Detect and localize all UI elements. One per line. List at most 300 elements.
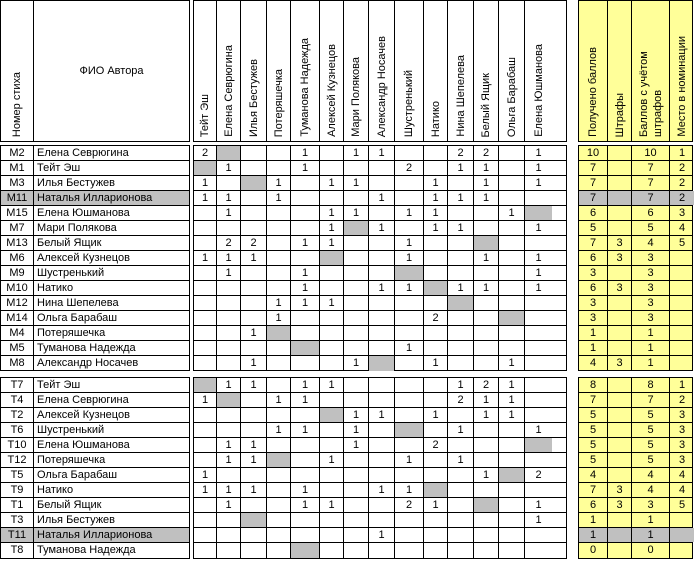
vote-cell: 1 <box>369 221 395 235</box>
author-name: Нина Шепелева <box>37 297 119 309</box>
poem-code: M3 <box>1 176 34 190</box>
result-row <box>579 251 692 266</box>
vote-cell <box>395 468 424 482</box>
vote-cell <box>320 311 344 325</box>
result-cell: 3 <box>632 498 670 512</box>
vote-cell: 1 <box>499 206 525 220</box>
vote-cell: 1 <box>267 393 291 407</box>
vote-cell <box>525 543 552 558</box>
vote-cell <box>344 498 369 512</box>
vote-cell <box>267 266 291 280</box>
poem-code: M2 <box>1 146 34 160</box>
result-cell: 2 <box>678 162 686 174</box>
poem-code: M9 <box>1 266 34 280</box>
vote-cell <box>448 483 474 497</box>
vote-cell: 2 <box>448 146 474 160</box>
result-cell: 10 <box>579 146 608 160</box>
result-header-label: Место в номинации <box>676 36 688 137</box>
result-row <box>579 468 692 483</box>
judge-header-cell <box>499 1 525 141</box>
vote-cell: 1 <box>320 453 344 467</box>
vote-cell <box>525 438 552 452</box>
result-header-cell <box>670 1 694 141</box>
poem-code: T11 <box>1 528 34 542</box>
vote-cell <box>194 281 217 295</box>
result-header-cell <box>579 1 608 141</box>
vote-cell: 1 <box>217 161 241 175</box>
judge-header-label: Шустренький <box>403 69 415 137</box>
vote-cell: 1 <box>291 146 320 160</box>
result-row <box>579 543 692 558</box>
vote-cell: 1 <box>320 206 344 220</box>
vote-cell: 1 <box>291 498 320 512</box>
vote-cell <box>369 378 395 392</box>
vote-cell: 1 <box>320 296 344 310</box>
vote-cell: 1 <box>535 162 542 174</box>
vote-cell <box>344 311 369 325</box>
result-cell: 7 <box>579 176 608 190</box>
vote-cell: 1 <box>395 281 424 295</box>
vote-row <box>194 438 566 453</box>
result-cell: 7 <box>632 191 670 205</box>
vote-cell: 1 <box>448 191 474 205</box>
vote-cell <box>424 423 448 437</box>
vote-cell <box>344 378 369 392</box>
result-row <box>579 311 692 326</box>
vote-cell: 1 <box>217 206 241 220</box>
author-name: Елена Юшманова <box>37 207 130 219</box>
vote-cell <box>217 296 241 310</box>
vote-cell <box>369 176 395 190</box>
author-name: Наталья Илларионова <box>34 191 189 205</box>
vote-cell: 1 <box>369 191 395 205</box>
vote-cell <box>320 438 344 452</box>
result-cell: 5 <box>678 499 686 511</box>
vote-cell: 1 <box>217 378 241 392</box>
vote-cell <box>291 468 320 482</box>
result-cell: 3 <box>608 498 632 512</box>
table-row <box>1 483 189 498</box>
vote-cell <box>525 236 552 250</box>
vote-cell: 2 <box>535 469 542 481</box>
vote-cell: 1 <box>291 236 320 250</box>
vote-cell <box>474 528 499 542</box>
vote-cell <box>499 281 525 295</box>
result-row <box>579 161 692 176</box>
table-row <box>1 453 189 468</box>
vote-cell <box>448 543 474 558</box>
judge-header-cell <box>217 1 241 141</box>
result-cell: 2 <box>670 191 694 205</box>
vote-cell <box>267 513 291 527</box>
table-row <box>1 311 189 326</box>
vote-cell <box>499 146 525 160</box>
vote-cell <box>291 311 320 325</box>
vote-cell <box>194 513 217 527</box>
vote-row <box>194 146 566 161</box>
table-row <box>1 356 189 371</box>
result-cell: 3 <box>632 311 670 325</box>
vote-cell: 1 <box>448 221 474 235</box>
vote-cell <box>525 206 552 220</box>
result-cell <box>670 513 694 527</box>
vote-cell: 1 <box>369 483 395 497</box>
result-cell <box>608 341 632 355</box>
vote-cell: 1 <box>320 236 344 250</box>
vote-cell <box>194 423 217 437</box>
vote-cell: 1 <box>344 176 369 190</box>
author-name: Шустренький <box>37 424 105 436</box>
vote-cell <box>395 296 424 310</box>
vote-cell <box>267 221 291 235</box>
table-row <box>1 498 189 513</box>
table-row <box>1 281 189 296</box>
result-cell <box>670 356 694 371</box>
vote-cell: 1 <box>344 423 369 437</box>
result-cell <box>608 513 632 527</box>
author-name: Александр Носачев <box>37 357 139 369</box>
judge-header-label: Туманова Надежда <box>299 38 311 137</box>
vote-cell <box>194 161 217 175</box>
vote-cell <box>241 266 267 280</box>
vote-cell <box>424 281 448 295</box>
vote-cell <box>369 206 395 220</box>
table-row <box>1 296 189 311</box>
result-cell: 10 <box>632 146 670 160</box>
judge-header-label: Елена Севрюгина <box>222 45 235 137</box>
vote-cell <box>217 543 241 558</box>
vote-cell <box>291 528 320 542</box>
table-row <box>1 408 189 423</box>
result-cell: 0 <box>579 543 608 558</box>
vote-cell: 1 <box>344 408 369 422</box>
vote-cell <box>194 378 217 392</box>
vote-cell <box>241 393 267 407</box>
vote-cell: 1 <box>369 528 395 542</box>
vote-cell: 1 <box>448 378 474 392</box>
vote-cell <box>194 528 217 542</box>
result-cell: 1 <box>632 326 670 340</box>
vote-cell <box>525 408 552 422</box>
result-row <box>579 498 692 513</box>
vote-cell <box>369 341 395 355</box>
result-row <box>579 281 692 296</box>
vote-row <box>194 266 566 281</box>
vote-cell <box>267 528 291 542</box>
poem-code: M14 <box>1 311 34 325</box>
vote-cell <box>395 146 424 160</box>
vote-cell <box>217 408 241 422</box>
result-cell <box>608 438 632 452</box>
vote-cell: 1 <box>395 206 424 220</box>
vote-cell <box>344 326 369 340</box>
vote-cell <box>291 221 320 235</box>
vote-cell <box>424 378 448 392</box>
judge-header-cell <box>448 1 474 141</box>
vote-cell <box>448 341 474 355</box>
vote-cell <box>395 191 424 205</box>
judge-header-label: Ольга Барабаш <box>505 56 518 137</box>
vote-cell <box>448 528 474 542</box>
vote-cell: 2 <box>395 498 424 512</box>
vote-cell: 2 <box>241 236 267 250</box>
vote-cell <box>424 483 448 497</box>
vote-cell <box>424 528 448 542</box>
judge-header-cell <box>395 1 424 141</box>
vote-cell <box>267 543 291 558</box>
vote-cell <box>344 296 369 310</box>
table-row <box>1 341 189 356</box>
vote-row <box>194 528 566 543</box>
vote-cell <box>474 266 499 280</box>
author-name: Тейт Эш <box>37 162 81 174</box>
vote-row <box>194 453 566 468</box>
judge-header-cell <box>320 1 344 141</box>
result-row <box>579 356 692 371</box>
vote-cell: 2 <box>424 438 448 452</box>
vote-cell: 1 <box>535 499 542 511</box>
vote-cell: 1 <box>395 341 424 355</box>
table-row <box>1 251 189 266</box>
vote-cell <box>474 356 499 371</box>
vote-cell: 1 <box>424 191 448 205</box>
vote-cell <box>369 513 395 527</box>
result-cell <box>608 408 632 422</box>
table-row <box>1 423 189 438</box>
vote-cell: 1 <box>194 251 217 265</box>
vote-cell: 1 <box>424 356 448 371</box>
poem-code: T10 <box>1 438 34 452</box>
poem-code: T2 <box>1 408 34 422</box>
result-cell <box>608 161 632 175</box>
author-name: Туманова Надежда <box>37 342 136 354</box>
vote-cell <box>424 251 448 265</box>
vote-cell: 1 <box>448 161 474 175</box>
poem-code: T12 <box>1 453 34 467</box>
vote-cell <box>194 326 217 340</box>
result-header-cell <box>632 1 670 141</box>
vote-cell: 1 <box>535 267 542 279</box>
result-cell: 3 <box>632 296 670 310</box>
result-cell: 3 <box>678 454 686 466</box>
vote-cell <box>194 266 217 280</box>
vote-cell <box>424 453 448 467</box>
judge-headers <box>194 1 566 141</box>
vote-cell <box>241 206 267 220</box>
judge-header-cell <box>474 1 499 141</box>
vote-cell <box>395 176 424 190</box>
result-cell: 7 <box>579 236 608 250</box>
vote-cell <box>525 453 552 467</box>
vote-cell <box>499 296 525 310</box>
vote-cell: 1 <box>267 191 291 205</box>
poem-code: M11 <box>1 191 34 205</box>
table-row <box>1 266 189 281</box>
vote-row <box>194 206 566 221</box>
result-header-label: Штрафы <box>613 92 626 137</box>
vote-cell <box>448 176 474 190</box>
result-row <box>579 296 692 311</box>
vote-cell <box>474 326 499 340</box>
vote-cell: 1 <box>241 326 267 340</box>
table-row <box>1 191 189 206</box>
vote-cell: 2 <box>474 378 499 392</box>
vote-cell <box>474 236 499 250</box>
vote-cell <box>344 453 369 467</box>
vote-cell <box>217 468 241 482</box>
vote-cell <box>291 438 320 452</box>
vote-cell <box>291 251 320 265</box>
result-cell <box>608 311 632 325</box>
result-cell: 8 <box>632 378 670 392</box>
poem-code: M10 <box>1 281 34 295</box>
result-row <box>579 513 692 528</box>
vote-cell: 1 <box>424 176 448 190</box>
vote-cell <box>499 423 525 437</box>
judge-header-cell <box>241 1 267 141</box>
vote-cell <box>424 266 448 280</box>
vote-cell <box>241 513 267 527</box>
vote-cell <box>395 543 424 558</box>
vote-cell <box>267 161 291 175</box>
vote-cell <box>320 146 344 160</box>
vote-cell: 2 <box>448 393 474 407</box>
vote-cell: 1 <box>291 378 320 392</box>
vote-cell <box>320 356 344 371</box>
vote-cell <box>525 528 552 542</box>
vote-cell <box>369 468 395 482</box>
vote-row <box>194 356 566 371</box>
result-row <box>579 266 692 281</box>
result-row <box>579 483 692 498</box>
vote-cell <box>395 221 424 235</box>
vote-cell <box>320 161 344 175</box>
vote-cell: 1 <box>395 483 424 497</box>
vote-cell <box>474 423 499 437</box>
poem-code: M13 <box>1 236 34 250</box>
vote-cell <box>448 326 474 340</box>
vote-cell <box>499 191 525 205</box>
vote-cell <box>267 438 291 452</box>
vote-cell <box>369 423 395 437</box>
result-cell: 4 <box>678 469 686 481</box>
vote-cell <box>320 483 344 497</box>
vote-cell <box>320 266 344 280</box>
vote-cell <box>395 378 424 392</box>
vote-cell <box>291 453 320 467</box>
vote-row <box>194 393 566 408</box>
vote-cell: 1 <box>291 281 320 295</box>
vote-cell: 1 <box>474 251 499 265</box>
vote-cell <box>499 326 525 340</box>
result-cell: 6 <box>632 206 670 220</box>
vote-cell <box>448 438 474 452</box>
vote-cell <box>424 326 448 340</box>
vote-row <box>194 221 566 236</box>
result-cell: 5 <box>632 408 670 422</box>
vote-cell <box>499 221 525 235</box>
vote-cell <box>267 468 291 482</box>
result-cell <box>608 423 632 437</box>
vote-cell: 1 <box>291 393 320 407</box>
vote-row <box>194 296 566 311</box>
result-cell: 3 <box>608 356 632 371</box>
vote-cell <box>241 423 267 437</box>
vote-cell: 1 <box>535 177 542 189</box>
judge-header-label: Натико <box>429 100 442 137</box>
poem-code: M8 <box>1 356 34 371</box>
vote-cell <box>448 498 474 512</box>
author-name: Наталья Илларионова <box>34 528 189 542</box>
vote-cell: 1 <box>217 191 241 205</box>
result-cell: 5 <box>579 423 608 437</box>
judge-header-cell <box>194 1 217 141</box>
vote-cell: 1 <box>448 423 474 437</box>
vote-cell <box>499 311 525 325</box>
judge-header-cell <box>344 1 369 141</box>
vote-cell: 1 <box>217 453 241 467</box>
table1-names <box>0 145 190 371</box>
vote-cell: 1 <box>424 221 448 235</box>
vote-cell <box>267 356 291 371</box>
vote-cell: 1 <box>267 176 291 190</box>
vote-cell <box>217 528 241 542</box>
vote-cell: 1 <box>535 222 542 234</box>
vote-cell: 1 <box>217 251 241 265</box>
vote-row <box>194 378 566 393</box>
table-row <box>1 528 189 543</box>
vote-cell <box>474 498 499 512</box>
vote-cell <box>344 543 369 558</box>
vote-cell: 1 <box>535 252 542 264</box>
vote-cell <box>474 341 499 355</box>
vote-cell <box>474 438 499 452</box>
vote-cell <box>267 341 291 355</box>
vote-cell <box>217 423 241 437</box>
vote-cell <box>320 528 344 542</box>
result-cell: 3 <box>579 296 608 310</box>
result-row <box>579 378 692 393</box>
vote-cell <box>369 498 395 512</box>
vote-cell <box>369 161 395 175</box>
vote-cell <box>267 483 291 497</box>
vote-cell: 1 <box>474 281 499 295</box>
vote-cell: 1 <box>424 408 448 422</box>
author-name: Туманова Надежда <box>37 544 136 556</box>
vote-cell: 1 <box>217 266 241 280</box>
judge-header-label: Потеряшечка <box>272 68 285 137</box>
table-row <box>1 221 189 236</box>
vote-cell <box>194 453 217 467</box>
result-cell: 1 <box>632 341 670 355</box>
result-cell: 2 <box>678 177 686 189</box>
vote-cell: 1 <box>499 408 525 422</box>
vote-cell <box>194 408 217 422</box>
vote-cell: 1 <box>344 206 369 220</box>
vote-cell <box>499 236 525 250</box>
result-cell: 8 <box>579 378 608 392</box>
result-cell: 1 <box>632 356 670 371</box>
result-cell: 3 <box>608 236 632 250</box>
vote-cell <box>344 513 369 527</box>
vote-cell <box>217 341 241 355</box>
vote-cell <box>448 356 474 371</box>
poem-code: T7 <box>1 378 34 392</box>
result-row <box>579 191 692 206</box>
vote-cell: 1 <box>194 191 217 205</box>
vote-row <box>194 311 566 326</box>
vote-cell <box>499 498 525 512</box>
